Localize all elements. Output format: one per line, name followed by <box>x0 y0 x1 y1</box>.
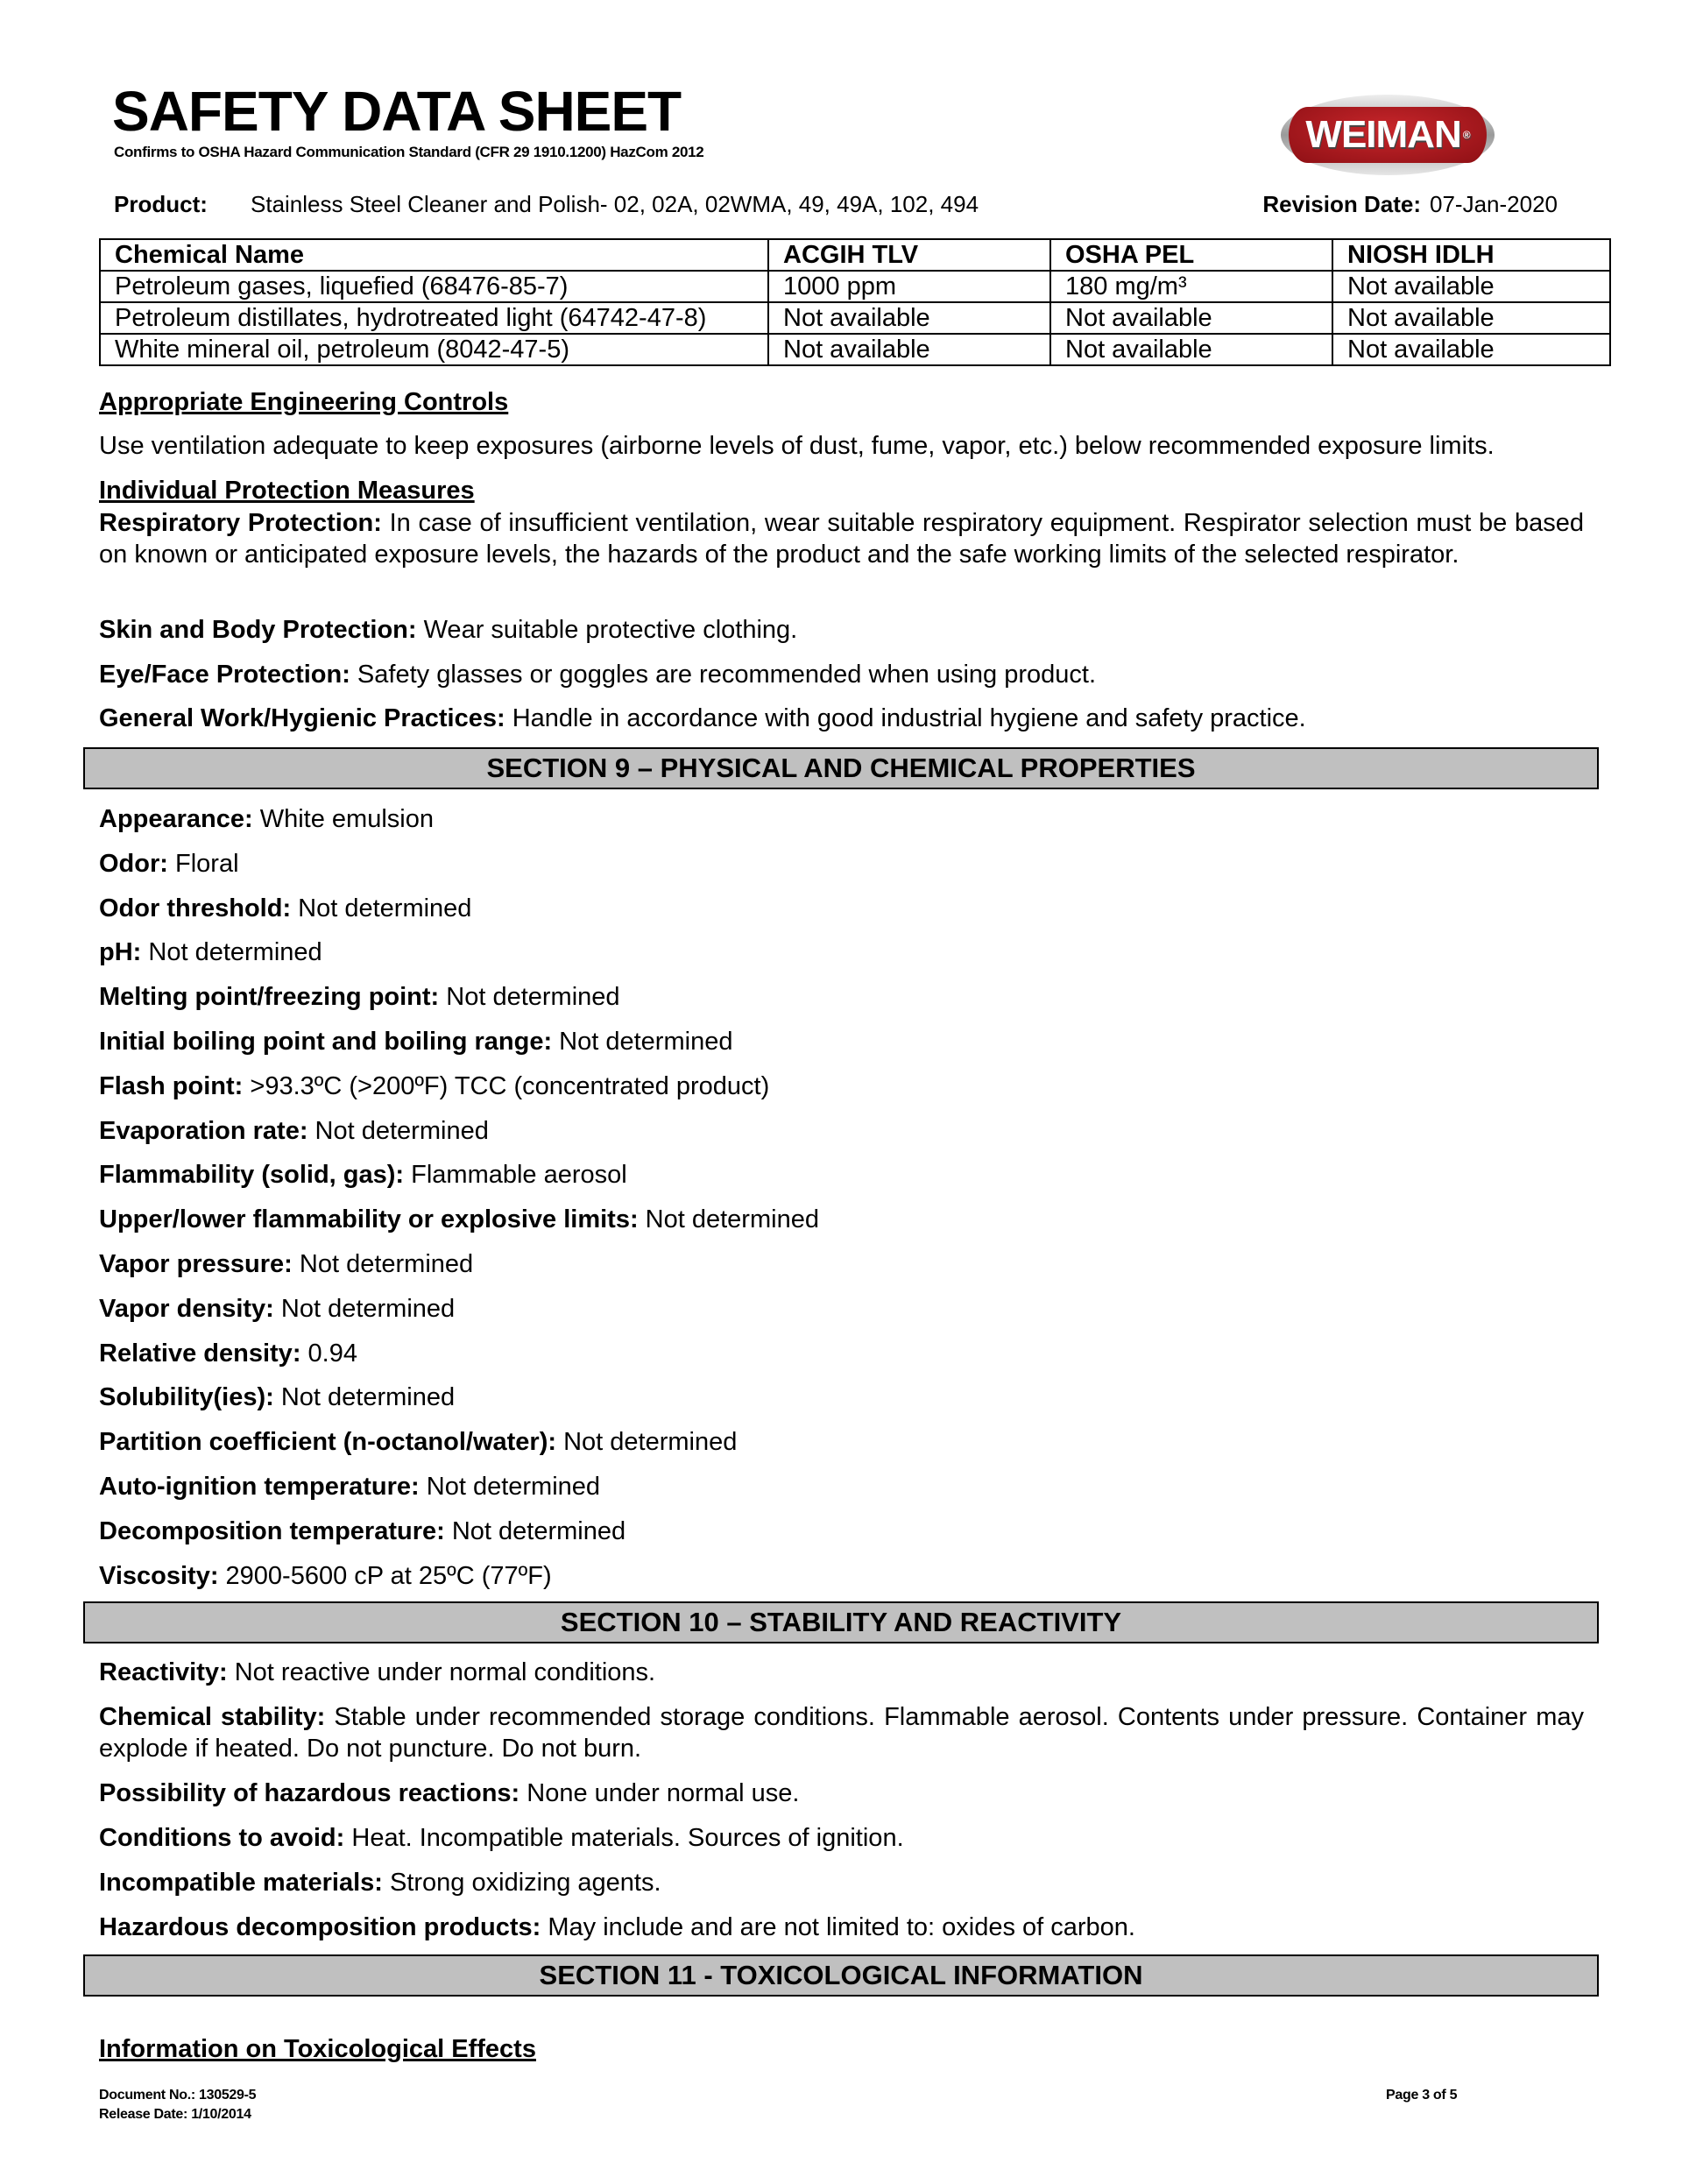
property-value: Flammable aerosol <box>404 1161 627 1189</box>
table-cell: Not available <box>1050 302 1332 334</box>
release-date: Release Date: 1/10/2014 <box>99 2107 251 2122</box>
protection-item <box>99 507 1584 570</box>
property-value: 2900-5600 cP at 25ºC (77ºF) <box>218 1562 552 1590</box>
property-item <box>99 1115 1584 1147</box>
column-header: OSHA PEL <box>1050 239 1332 271</box>
stability-item <box>99 1912 1584 1943</box>
property-item <box>99 981 1584 1013</box>
property-item <box>99 1204 1584 1235</box>
protection-value: Handle in accordance with good industrial hygiene and safety practice. <box>505 704 1306 732</box>
protection-item <box>99 659 1584 690</box>
protection-label: Respiratory Protection: <box>99 509 382 537</box>
property-value: Not determined <box>141 938 322 966</box>
property-value: >93.3ºC (>200ºF) TCC (concentrated product) <box>243 1072 770 1100</box>
property-label: Appearance: <box>99 805 253 833</box>
property-label: Auto-ignition temperature: <box>99 1473 420 1501</box>
engineering-controls-heading: Appropriate Engineering Controls <box>99 388 509 416</box>
property-label: Flash point: <box>99 1072 244 1100</box>
stability-value: Stable under recommended storage conditions. Flammable aerosol. Contents under pressure. Container may explode if heated. Do not puncture. Do not burn. <box>99 1703 1584 1763</box>
property-value: Not determined <box>307 1117 489 1145</box>
stability-item <box>99 1778 1584 1809</box>
table-cell: 1000 ppm <box>768 271 1050 302</box>
stability-value: Not reactive under normal conditions. <box>227 1658 656 1686</box>
property-item <box>99 848 1584 880</box>
stability-item <box>99 1657 1584 1688</box>
property-value: Not determined <box>638 1205 819 1233</box>
engineering-controls-text: Use ventilation adequate to keep exposures (airborne levels of dust, fume, vapor, etc.) below recommended exposure limits. <box>99 432 1495 460</box>
property-label: Odor: <box>99 850 168 878</box>
property-value: Not determined <box>291 894 472 922</box>
table-cell: Petroleum distillates, hydrotreated light (64742-47-8) <box>100 302 768 334</box>
logo-badge <box>1289 107 1487 163</box>
revision-label: Revision Date: <box>1262 191 1421 217</box>
property-value: Not determined <box>552 1028 733 1056</box>
stability-item <box>99 1701 1584 1764</box>
protection-item <box>99 703 1584 734</box>
table-cell: 180 mg/m³ <box>1050 271 1332 302</box>
product-label: Product: <box>114 191 208 217</box>
property-label: Viscosity: <box>99 1562 219 1590</box>
document-subtitle: Confirms to OSHA Hazard Communication Standard (CFR 29 1910.1200) HazCom 2012 <box>114 144 704 160</box>
table-header-row <box>100 239 1610 271</box>
table-cell: Not available <box>768 334 1050 365</box>
stability-value: None under normal use. <box>519 1779 800 1807</box>
stability-label: Conditions to avoid: <box>99 1824 345 1852</box>
property-label: Solubility(ies): <box>99 1383 274 1411</box>
protection-value: In case of insufficient ventilation, wear suitable respiratory equipment. Respirator selection must be based on known or anticipated exposure levels, the hazards of the product and the safe working limits of the selected respirator. <box>99 509 1584 569</box>
property-label: Evaporation rate: <box>99 1117 308 1145</box>
product-value: Stainless Steel Cleaner and Polish- 02, 02A, 02WMA, 49, 49A, 102, 494 <box>251 191 979 217</box>
table-row <box>100 271 1610 302</box>
protection-label: Skin and Body Protection: <box>99 616 417 644</box>
table-cell: Not available <box>1332 334 1610 365</box>
property-item <box>99 1026 1584 1057</box>
property-item <box>99 1338 1584 1369</box>
property-label: Vapor pressure: <box>99 1250 293 1278</box>
property-item <box>99 893 1584 924</box>
stability-label: Reactivity: <box>99 1658 228 1686</box>
stability-label: Chemical stability: <box>99 1703 326 1731</box>
property-item <box>99 1471 1584 1502</box>
stability-value: Heat. Incompatible materials. Sources of ignition. <box>344 1824 904 1852</box>
stability-label: Incompatible materials: <box>99 1869 383 1897</box>
protection-item <box>99 614 1584 646</box>
section-10-header: SECTION 10 – STABILITY AND REACTIVITY <box>83 1601 1599 1643</box>
property-label: pH: <box>99 938 142 966</box>
table-cell: Not available <box>768 302 1050 334</box>
table-cell: Not available <box>1332 302 1610 334</box>
stability-value: Strong oxidizing agents. <box>382 1869 661 1897</box>
property-value: Not determined <box>439 983 620 1011</box>
stability-label: Possibility of hazardous reactions: <box>99 1779 520 1807</box>
stability-label: Hazardous decomposition products: <box>99 1913 541 1941</box>
property-item <box>99 1293 1584 1325</box>
protection-label: Eye/Face Protection: <box>99 661 350 689</box>
protection-value: Safety glasses or goggles are recommended when using product. <box>350 661 1097 689</box>
property-item <box>99 1071 1584 1102</box>
table-cell: Not available <box>1332 271 1610 302</box>
property-item <box>99 1516 1584 1547</box>
property-value: Not determined <box>273 1295 456 1323</box>
property-value: Not determined <box>292 1250 474 1278</box>
footer-left <box>99 2086 256 2124</box>
column-header: NIOSH IDLH <box>1332 239 1610 271</box>
property-label: Decomposition temperature: <box>99 1517 445 1545</box>
table-cell: Petroleum gases, liquefied (68476-85-7) <box>100 271 768 302</box>
section-11-header: SECTION 11 - TOXICOLOGICAL INFORMATION <box>83 1954 1599 1997</box>
property-item <box>99 1248 1584 1280</box>
property-label: Initial boiling point and boiling range: <box>99 1028 553 1056</box>
table-cell: Not available <box>1050 334 1332 365</box>
document-number: Document No.: 130529-5 <box>99 2088 257 2103</box>
product-row <box>114 189 1558 219</box>
property-value: Floral <box>167 850 239 878</box>
table-cell: White mineral oil, petroleum (8042-47-5) <box>100 334 768 365</box>
registered-mark: ® <box>1462 129 1470 141</box>
property-value: Not determined <box>273 1383 456 1411</box>
document-title: SAFETY DATA SHEET <box>112 80 682 143</box>
exposure-limits-table <box>99 238 1611 366</box>
property-label: Partition coefficient (n-octanol/water): <box>99 1428 557 1456</box>
property-item <box>99 1382 1584 1413</box>
property-item <box>99 1560 1584 1592</box>
protection-value: Wear suitable protective clothing. <box>416 616 798 644</box>
property-value: Not determined <box>556 1428 738 1456</box>
protection-label: General Work/Hygienic Practices: <box>99 704 505 732</box>
property-label: Odor threshold: <box>99 894 292 922</box>
property-value: Not determined <box>444 1517 626 1545</box>
property-item <box>99 1159 1584 1191</box>
property-value: 0.94 <box>300 1339 357 1368</box>
property-value: White emulsion <box>252 805 434 833</box>
stability-value: May include and are not limited to: oxides of carbon. <box>541 1913 1135 1941</box>
table-row <box>100 302 1610 334</box>
toxicological-effects-heading: Information on Toxicological Effects <box>99 2035 536 2063</box>
property-item <box>99 803 1584 835</box>
section-9-header: SECTION 9 – PHYSICAL AND CHEMICAL PROPERTIES <box>83 747 1599 789</box>
logo-text: WEIMAN <box>1305 113 1461 156</box>
revision-value: 07-Jan-2020 <box>1430 191 1558 217</box>
property-label: Melting point/freezing point: <box>99 983 440 1011</box>
column-header: Chemical Name <box>100 239 768 271</box>
property-value: Not determined <box>419 1473 601 1501</box>
stability-item <box>99 1822 1584 1854</box>
stability-item <box>99 1867 1584 1898</box>
page-number: Page 3 of 5 <box>1386 2088 1458 2103</box>
weiman-logo <box>1281 95 1495 175</box>
property-label: Relative density: <box>99 1339 301 1368</box>
protection-heading: Individual Protection Measures <box>99 477 475 505</box>
property-item <box>99 1426 1584 1458</box>
property-item <box>99 937 1584 968</box>
column-header: ACGIH TLV <box>768 239 1050 271</box>
table-row <box>100 334 1610 365</box>
property-label: Flammability (solid, gas): <box>99 1161 405 1189</box>
property-label: Vapor density: <box>99 1295 274 1323</box>
property-label: Upper/lower flammability or explosive limits: <box>99 1205 639 1233</box>
revision-date <box>1262 189 1558 219</box>
